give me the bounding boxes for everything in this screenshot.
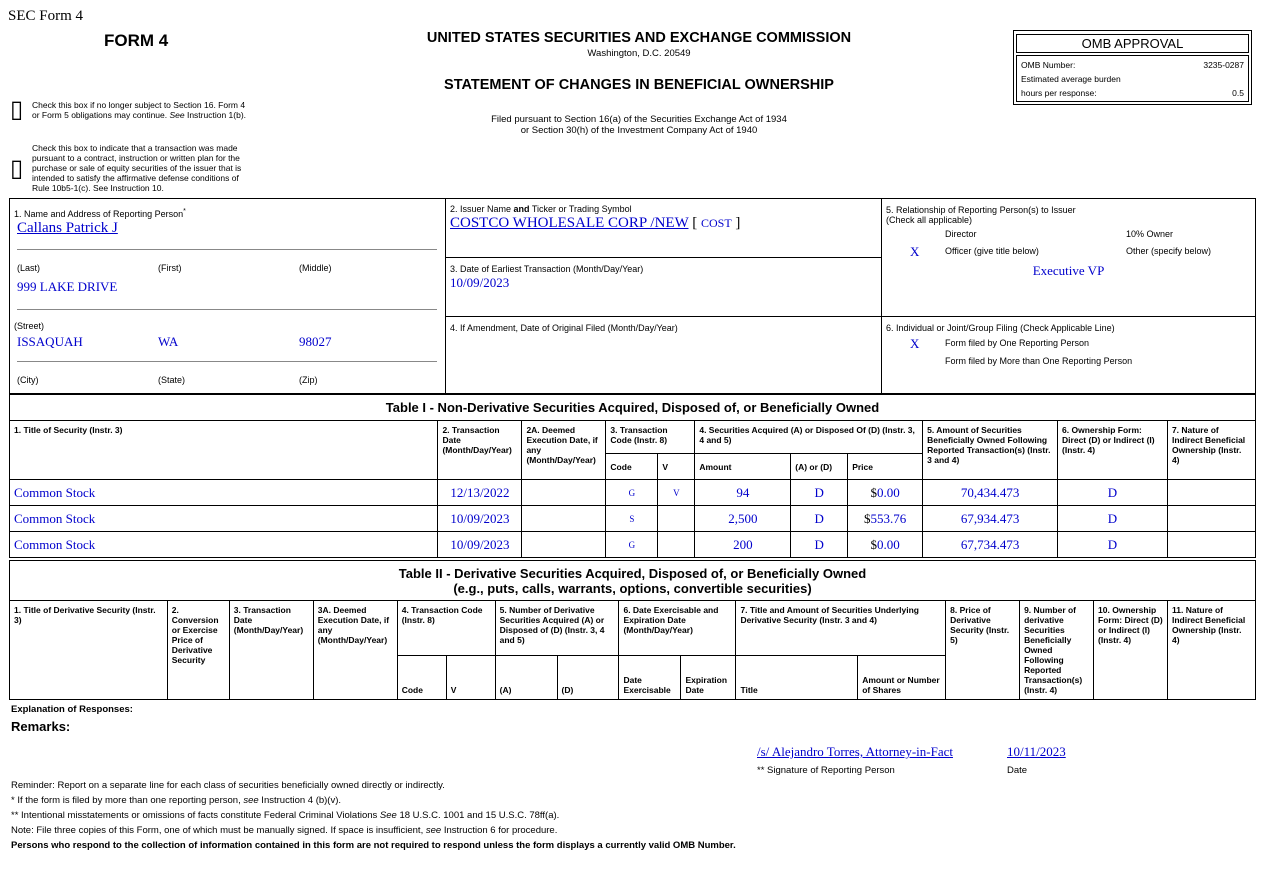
- date-label: Date: [1007, 765, 1028, 776]
- note3-see: see: [425, 825, 442, 836]
- omb-hours-label: hours per response:: [1021, 88, 1097, 98]
- t1-amount: 94: [695, 480, 791, 506]
- rule10b5-checkbox[interactable]: ▯: [10, 154, 24, 182]
- rule10b5-text: [32, 143, 241, 193]
- note2-see: See: [379, 810, 397, 821]
- earliest-date-box: [445, 257, 882, 317]
- t1-security-title: Common Stock: [10, 480, 438, 506]
- t1-code: G: [606, 532, 658, 558]
- t1-owned: 67,734.473: [923, 532, 1058, 558]
- reminder-note: Reminder: Report on a separate line for each class of securities beneficially owned directly or indirectly.: [11, 780, 445, 791]
- street-label: (Street): [14, 321, 45, 331]
- t1-sub-amount: Amount: [695, 454, 791, 480]
- last-label: (Last): [17, 263, 41, 273]
- t2-h-date: 3. Transaction Date (Month/Day/Year): [229, 601, 313, 700]
- earliest-date-value: 10/09/2023: [450, 275, 510, 290]
- t1-price: [848, 532, 923, 558]
- reporting-person-star: *: [183, 208, 186, 215]
- issuer-name-line: [450, 215, 740, 232]
- t1-price: [848, 506, 923, 532]
- amendment-box: [445, 316, 882, 394]
- t1-code: G: [606, 480, 658, 506]
- t1-form: D: [1058, 480, 1168, 506]
- t1-h-date: 2. Transaction Date (Month/Day/Year): [438, 421, 522, 480]
- t1-nature: [1167, 480, 1255, 506]
- section16-line-2: [32, 110, 246, 120]
- rule10b5-line-3: purchase or sale of equity securities of the issuer that is: [32, 163, 242, 173]
- note3-a: Note: File three copies of this Form, one of which must be manually signed. If space is insufficient,: [11, 825, 426, 836]
- omb-title: OMB APPROVAL: [1016, 34, 1249, 53]
- omb-persons-note: Persons who respond to the collection of information contained in this form are not required to respond unless the form displays a currently valid OMB Number.: [11, 840, 736, 851]
- statement-title: STATEMENT OF CHANGES IN BENEFICIAL OWNERSHIP: [444, 77, 834, 93]
- t1-sub-v: V: [658, 454, 695, 480]
- street-divider: [17, 309, 437, 310]
- signature-label: ** Signature of Reporting Person: [757, 765, 895, 776]
- t1-price-value: 0.00: [877, 536, 900, 552]
- city-divider: [17, 361, 437, 362]
- officer-label: Officer (give title below): [945, 246, 1039, 256]
- t1-v: V: [658, 480, 695, 506]
- rule10b5-line-5: Rule 10b5-1(c). See Instruction 10.: [32, 183, 164, 193]
- section16-checkbox[interactable]: ▯: [10, 95, 24, 123]
- t1-h-owned: 5. Amount of Securities Beneficially Owned Following Reported Transaction(s) (Instr. 3 and 4): [923, 421, 1058, 480]
- ten-percent-owner-label: 10% Owner: [1126, 229, 1174, 239]
- t1-form: D: [1058, 532, 1168, 558]
- explanation-label: Explanation of Responses:: [11, 704, 133, 715]
- sec-form-label: SEC Form 4: [8, 8, 84, 24]
- t2-sub-d: (D): [557, 656, 619, 700]
- t1-sub-code: Code: [606, 454, 658, 480]
- t2-h-title: 1. Title of Derivative Security (Instr. 3): [10, 601, 168, 700]
- filing-box: [881, 316, 1256, 394]
- filed-line-2: or Section 30(h) of the Investment Company Act of 1940: [520, 125, 758, 136]
- note-multiple-persons: [11, 795, 341, 806]
- omb-burden-label: Estimated average burden: [1021, 74, 1121, 84]
- filing-label: 6. Individual or Joint/Group Filing (Check Applicable Line): [886, 323, 1115, 333]
- amendment-label: 4. If Amendment, Date of Original Filed (Month/Day/Year): [450, 323, 678, 333]
- first-label: (First): [158, 263, 182, 273]
- director-label: Director: [945, 229, 977, 239]
- note2-b: 18 U.S.C. 1001 and 15 U.S.C. 78ff(a).: [396, 810, 560, 821]
- t1-price-value: 553.76: [870, 510, 907, 526]
- filed-line-1: Filed pursuant to Section 16(a) of the Securities Exchange Act of 1934: [491, 114, 787, 125]
- remarks-label: Remarks:: [11, 719, 71, 734]
- issuer-ticker: COST: [700, 216, 732, 230]
- officer-title: Executive VP: [1032, 263, 1105, 278]
- table2: [9, 600, 1256, 700]
- table-row: [10, 506, 1256, 532]
- other-label: Other (specify below): [1126, 246, 1212, 256]
- state-value: WA: [158, 334, 179, 349]
- section16-line-1: Check this box if no longer subject to Section 16. Form 4: [32, 100, 246, 110]
- t2-h-owned: 9. Number of derivative Securities Beneficially Owned Following Reported Transaction(s) (Instr. 4): [1020, 601, 1094, 700]
- zip-value: 98027: [299, 334, 332, 349]
- officer-checkmark[interactable]: X: [910, 244, 920, 259]
- omb-hours-value: 0.5: [1232, 88, 1244, 98]
- middle-label: (Middle): [299, 263, 332, 273]
- t2-sub-a: (A): [495, 656, 557, 700]
- t2-sub-code: Code: [397, 656, 446, 700]
- t1-h-code: 3. Transaction Code (Instr. 8): [606, 421, 695, 454]
- t2-sub-v: V: [446, 656, 495, 700]
- t1-security-title: Common Stock: [10, 532, 438, 558]
- form-name: FORM 4: [104, 31, 169, 50]
- t1-amount: 2,500: [695, 506, 791, 532]
- ticker-bracket-close: ]: [735, 215, 741, 231]
- t1-dollar: $: [870, 536, 878, 552]
- omb-number-label: OMB Number:: [1021, 60, 1076, 70]
- agency-title: UNITED STATES SECURITIES AND EXCHANGE COMMISSION: [426, 30, 852, 46]
- note3-b: Instruction 6 for procedure.: [441, 825, 558, 836]
- t1-deemed-date: [522, 506, 606, 532]
- t1-dollar: $: [870, 484, 878, 500]
- t1-v: [658, 532, 695, 558]
- section16-see: See: [169, 110, 185, 120]
- ticker-bracket-open: [: [692, 215, 698, 231]
- note1-see: see: [243, 795, 259, 806]
- t1-transaction-date: 10/09/2023: [438, 506, 522, 532]
- table1-title: Table I - Non-Derivative Securities Acquired, Disposed of, or Beneficially Owned: [9, 394, 1256, 421]
- note2-a: ** Intentional misstatements or omissions of facts constitute Federal Criminal Violations: [11, 810, 380, 821]
- table1: [9, 420, 1256, 558]
- t1-h-acquired: 4. Securities Acquired (A) or Disposed Of (D) (Instr. 3, 4 and 5): [695, 421, 923, 454]
- t2-h-code: 4. Transaction Code (Instr. 8): [397, 601, 495, 656]
- t1-owned: 67,934.473: [923, 506, 1058, 532]
- t2-h-conversion: 2. Conversion or Exercise Price of Derivative Security: [167, 601, 229, 700]
- t1-h-title: 1. Title of Security (Instr. 3): [10, 421, 438, 480]
- t1-form: D: [1058, 506, 1168, 532]
- filed-pursuant: [394, 114, 884, 136]
- state-label: (State): [158, 375, 186, 385]
- t1-deemed-date: [522, 480, 606, 506]
- t1-h-form: 6. Ownership Form: Direct (D) or Indirect (I) (Instr. 4): [1058, 421, 1168, 480]
- issuer-label-b: Ticker or Trading Symbol: [529, 204, 632, 214]
- t1-transaction-date: 10/09/2023: [438, 532, 522, 558]
- t1-ad: D: [791, 532, 848, 558]
- t1-owned: 70,434.473: [923, 480, 1058, 506]
- table-row: [10, 480, 1256, 506]
- zip-label: (Zip): [299, 375, 318, 385]
- t2-sub-expiration: Expiration Date: [681, 656, 736, 700]
- t2-h-number: 5. Number of Derivative Securities Acquired (A) or Disposed of (D) (Instr. 3, 4 and 5): [495, 601, 619, 656]
- relationship-label-2: (Check all applicable): [886, 215, 973, 225]
- city-value: ISSAQUAH: [17, 334, 83, 349]
- t1-sub-price: Price: [848, 454, 923, 480]
- t2-sub-exercisable: Date Exercisable: [619, 656, 681, 700]
- omb-approval-box: [1013, 30, 1252, 105]
- t2-h-exercisable: 6. Date Exercisable and Expiration Date (Month/Day/Year): [619, 601, 736, 656]
- note1-a: * If the form is filed by more than one reporting person,: [11, 795, 244, 806]
- t1-transaction-date: 12/13/2022: [438, 480, 522, 506]
- table2-title: [9, 560, 1256, 601]
- t1-price: [848, 480, 923, 506]
- t1-h-deemed: 2A. Deemed Execution Date, if any (Month/Day/Year): [522, 421, 606, 480]
- t1-dollar: $: [864, 510, 871, 526]
- omb-number-value: 3235-0287: [1203, 60, 1244, 70]
- t2-h-form: 10. Ownership Form: Direct (D) or Indirect (I) (Instr. 4): [1094, 601, 1168, 700]
- rule10b5-line-1: Check this box to indicate that a transaction was made: [32, 143, 238, 153]
- reporting-person-name[interactable]: Callans Patrick J: [17, 220, 118, 236]
- city-label: (City): [17, 375, 39, 385]
- t2-h-price: 8. Price of Derivative Security (Instr. 5): [946, 601, 1020, 700]
- note-copies: [11, 825, 557, 836]
- issuer-name[interactable]: COSTCO WHOLESALE CORP /NEW: [450, 215, 689, 231]
- relationship-label-1: 5. Relationship of Reporting Person(s) to Issuer: [886, 205, 1076, 215]
- note1-b: Instruction 4 (b)(v).: [258, 795, 342, 806]
- section16-text: [32, 100, 246, 120]
- t2-sub-amount: Amount or Number of Shares: [858, 656, 946, 700]
- t1-price-value: 0.00: [877, 484, 900, 500]
- t1-security-title: Common Stock: [10, 506, 438, 532]
- t1-h-nature: 7. Nature of Indirect Beneficial Ownership (Instr. 4): [1167, 421, 1255, 480]
- relationship-box: [881, 198, 1256, 317]
- t1-amount: 200: [695, 532, 791, 558]
- rule10b5-line-2: pursuant to a contract, instruction or written plan for the: [32, 153, 240, 163]
- t2-h-underlying: 7. Title and Amount of Securities Underlying Derivative Security (Instr. 3 and 4): [736, 601, 946, 656]
- section16-line-2a: or Form 5 obligations may continue.: [32, 110, 170, 120]
- t2-h-nature: 11. Nature of Indirect Beneficial Ownership (Instr. 4): [1168, 601, 1256, 700]
- table2-title-2: (e.g., puts, calls, warrants, options, convertible securities): [453, 581, 812, 596]
- note-misstatements: [11, 810, 559, 821]
- section16-line-2b: Instruction 1(b).: [184, 110, 247, 120]
- reporting-person-box: [9, 198, 446, 394]
- table2-title-1: Table II - Derivative Securities Acquired, Disposed of, or Beneficially Owned: [398, 566, 867, 581]
- filing-checkmark[interactable]: X: [910, 336, 920, 351]
- issuer-label: [450, 204, 632, 214]
- omb-details: [1016, 55, 1249, 102]
- t1-deemed-date: [522, 532, 606, 558]
- t1-sub-ad: (A) or (D): [791, 454, 848, 480]
- t1-nature: [1167, 506, 1255, 532]
- issuer-label-and: and: [513, 204, 530, 214]
- reporting-person-label: [14, 207, 186, 219]
- filing-one-label: Form filed by One Reporting Person: [945, 338, 1090, 348]
- name-divider: [17, 249, 437, 250]
- signature-date[interactable]: 10/11/2023: [1007, 744, 1066, 759]
- t1-v: [658, 506, 695, 532]
- t2-h-deemed: 3A. Deemed Execution Date, if any (Month/Day/Year): [313, 601, 397, 700]
- earliest-date-label: 3. Date of Earliest Transaction (Month/Day/Year): [450, 264, 644, 274]
- filing-more-label: Form filed by More than One Reporting Person: [945, 356, 1133, 366]
- t2-sub-title: Title: [736, 656, 858, 700]
- signature[interactable]: /s/ Alejandro Torres, Attorney-in-Fact: [757, 744, 953, 759]
- reporting-person-label-text: 1. Name and Address of Reporting Person: [14, 209, 184, 219]
- t1-ad: D: [791, 480, 848, 506]
- table-row: [10, 532, 1256, 558]
- street-value: 999 LAKE DRIVE: [17, 279, 118, 294]
- t1-code: S: [606, 506, 658, 532]
- rule10b5-line-4: intended to satisfy the affirmative defense conditions of: [32, 173, 239, 183]
- t1-nature: [1167, 532, 1255, 558]
- issuer-box: [445, 198, 882, 258]
- issuer-label-a: 2. Issuer Name: [450, 204, 514, 214]
- t1-ad: D: [791, 506, 848, 532]
- agency-city: Washington, D.C. 20549: [587, 48, 691, 59]
